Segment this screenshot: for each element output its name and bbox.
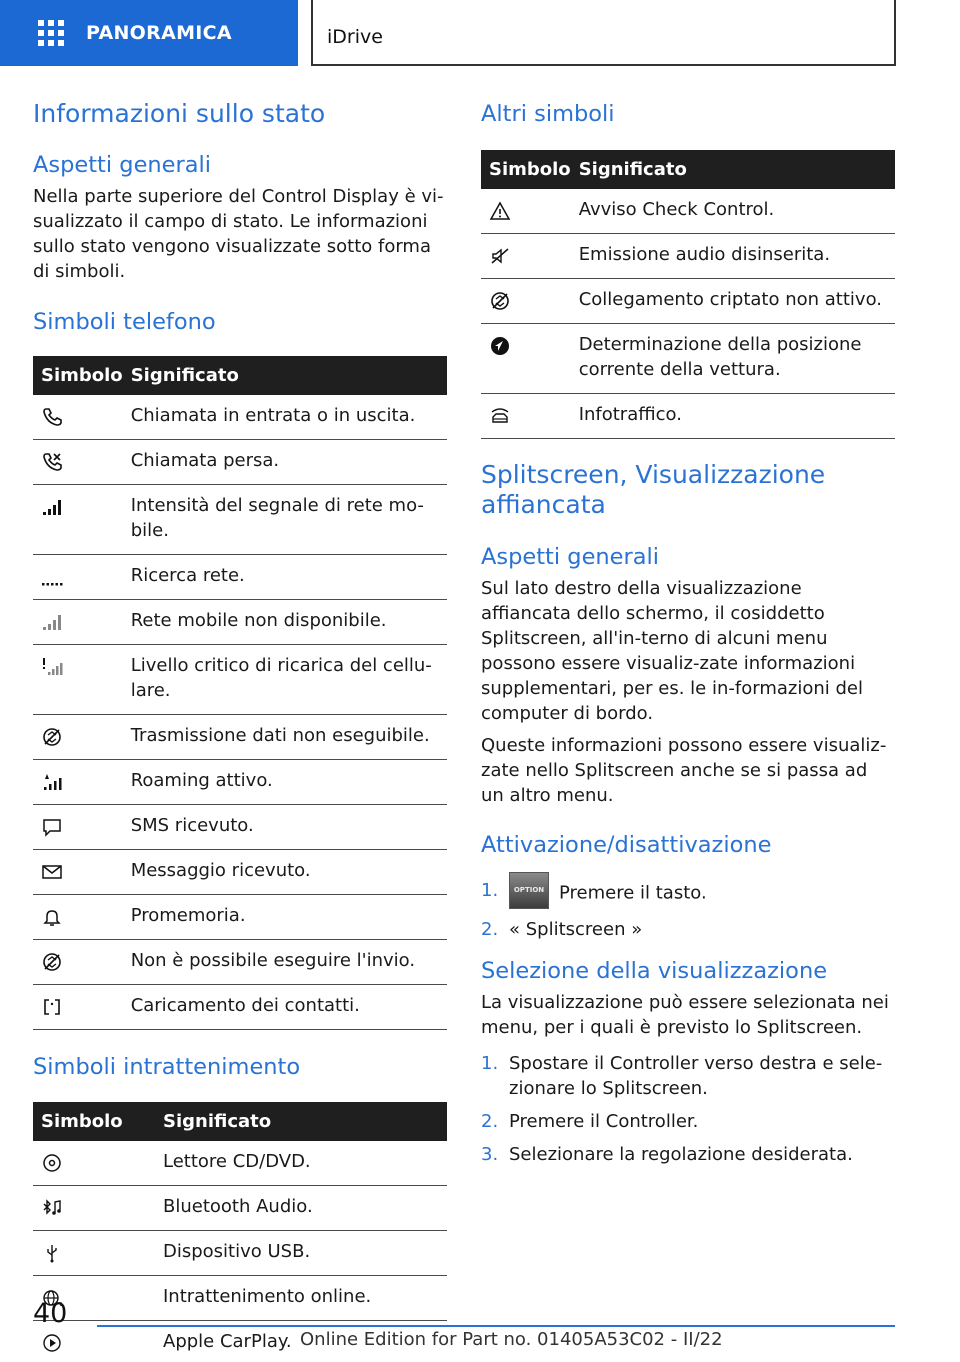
table-row <box>33 395 447 440</box>
sms-icon <box>41 816 63 838</box>
col-meaning-header: Significato <box>123 356 447 395</box>
mute-icon <box>489 245 511 267</box>
table-row <box>481 234 895 279</box>
other-row-text: Infotraffico. <box>571 394 895 439</box>
unencrypted-icon <box>489 290 511 312</box>
table-row <box>33 600 447 645</box>
footer-divider <box>97 1325 895 1327</box>
table-row <box>33 940 447 985</box>
step-number: 2. <box>481 919 499 940</box>
bell-icon <box>41 906 63 928</box>
chapter-frame <box>311 0 896 66</box>
phone-row-text: Messaggio ricevuto. <box>123 850 447 895</box>
phone-symbols-heading: Simboli telefono <box>33 309 216 335</box>
phone-row-text: Chiamata in entrata o in uscita. <box>123 395 447 440</box>
network-search-icon <box>41 566 63 588</box>
low-battery-icon <box>41 656 63 678</box>
envelope-icon <box>41 861 63 883</box>
phone-row-text: Ricerca rete. <box>123 555 447 600</box>
phone-row-text: Rete mobile non disponibile. <box>123 600 447 645</box>
table-row <box>33 555 447 600</box>
other-row-text: Emissione audio disinserita. <box>571 234 895 279</box>
entertainment-symbols-table <box>33 1102 447 1362</box>
step-number: 2. <box>481 1111 499 1132</box>
other-row-text: Avviso Check Control. <box>571 189 895 234</box>
contacts-loading-icon <box>41 996 63 1018</box>
ent-row-text: Dispositivo USB. <box>155 1231 447 1276</box>
step-number: 3. <box>481 1144 499 1165</box>
other-row-text: Collegamento criptato non attivo. <box>571 279 895 324</box>
table-row <box>481 394 895 439</box>
step-text: Premere il Controller. <box>509 1111 699 1132</box>
roaming-icon <box>41 771 63 793</box>
table-row <box>33 440 447 485</box>
phone-row-text: Chiamata persa. <box>123 440 447 485</box>
table-row <box>481 279 895 324</box>
phone-row-text: Livello critico di ricarica del cellu-lare. <box>123 645 447 715</box>
phone-row-text: SMS ricevuto. <box>123 805 447 850</box>
selection-text: La visualizzazione può essere selezionata nei menu, per i quali è previsto lo Splitscreen. <box>481 992 889 1038</box>
section-tab-label: PANORAMICA <box>86 22 232 44</box>
cd-dvd-icon <box>41 1152 63 1174</box>
position-icon <box>489 335 511 357</box>
table-row <box>33 485 447 555</box>
edition-note: Online Edition for Part no. 01405A53C02 - II/22 <box>300 1329 723 1350</box>
entertainment-heading: Simboli intrattenimento <box>33 1054 301 1080</box>
phone-call-icon <box>41 406 63 428</box>
step-text: « Splitscreen » <box>509 919 643 940</box>
status-info-title: Informazioni sullo stato <box>33 99 326 128</box>
grid-icon <box>38 20 64 46</box>
other-symbols-table <box>481 150 895 439</box>
phone-symbols-table <box>33 356 447 1030</box>
col-symbol-header: Simbolo <box>33 1102 155 1141</box>
send-failed-icon <box>41 951 63 973</box>
list-item <box>481 878 895 909</box>
table-row <box>33 985 447 1030</box>
phone-row-text: Intensità del segnale di rete mo-bile. <box>123 485 447 555</box>
activation-steps <box>481 878 895 942</box>
list-item <box>481 1051 895 1101</box>
split-para-2: Queste informazioni possono essere visualiz-zate nello Splitscreen anche se si passa ad un altro menu. <box>481 735 887 806</box>
step-text: Spostare il Controller verso destra e sele-zionare lo Splitscreen. <box>509 1053 883 1099</box>
col-symbol-header: Simbolo <box>481 150 571 189</box>
general-heading: Aspetti generali <box>33 152 212 178</box>
table-header-row <box>33 1102 447 1141</box>
right-column <box>481 96 895 1175</box>
table-header-row <box>33 356 447 395</box>
table-row <box>33 645 447 715</box>
page-number: 40 <box>33 1298 68 1329</box>
option-button-icon: OPTION <box>509 872 549 909</box>
bluetooth-audio-icon <box>41 1197 63 1219</box>
table-row <box>33 895 447 940</box>
phone-row-text: Trasmissione dati non eseguibile. <box>123 715 447 760</box>
page-header <box>0 0 960 66</box>
step-number: 1. <box>481 1053 499 1074</box>
col-symbol-header: Simbolo <box>33 356 123 395</box>
ent-row-text: Bluetooth Audio. <box>155 1186 447 1231</box>
phone-row-text: Promemoria. <box>123 895 447 940</box>
other-row-text: Determinazione della posizione corrente della vettura. <box>571 324 895 394</box>
table-row <box>33 850 447 895</box>
selection-heading: Selezione della visualizzazione <box>481 958 828 984</box>
step-text: Premere il tasto. <box>559 882 707 904</box>
table-header-row <box>481 150 895 189</box>
selection-steps <box>481 1051 895 1167</box>
table-row <box>481 324 895 394</box>
list-item <box>481 1142 895 1167</box>
ent-row-text: Lettore CD/DVD. <box>155 1141 447 1186</box>
no-data-icon <box>41 726 63 748</box>
chapter-title: iDrive <box>327 26 383 48</box>
general-text: Nella parte superiore del Control Display è vi-sualizzato il campo di stato. Le informazioni sullo stato vengono visualizzate sotto forma di simboli. <box>33 186 444 282</box>
other-symbols-heading: Altri simboli <box>481 101 615 127</box>
table-row <box>33 760 447 805</box>
table-row <box>481 189 895 234</box>
col-meaning-header: Significato <box>571 150 895 189</box>
table-row <box>33 805 447 850</box>
traffic-icon <box>489 405 511 427</box>
phone-row-text: Caricamento dei contatti. <box>123 985 447 1030</box>
table-row <box>33 715 447 760</box>
phone-row-text: Roaming attivo. <box>123 760 447 805</box>
split-para-1: Sul lato destro della visualizzazione affiancata dello schermo, il cosiddetto Splitscreen, all'in-terno di alcuni menu possono essere visualiz-zate informazioni supplementari, per es. le in-formazioni del computer di bordo. <box>481 578 863 724</box>
ent-row-text: Apple CarPlay. <box>155 1321 447 1362</box>
list-item <box>481 917 895 942</box>
missed-call-icon <box>41 451 63 473</box>
signal-strength-icon <box>41 496 63 518</box>
left-column <box>33 96 447 1362</box>
step-number: 1. <box>481 880 499 901</box>
ent-row-text: Intrattenimento online. <box>155 1276 447 1321</box>
table-row <box>33 1186 447 1231</box>
splitscreen-title: Splitscreen, Visualizzazione affiancata <box>481 460 826 519</box>
split-general-heading: Aspetti generali <box>481 544 660 570</box>
step-text: Selezionare la regolazione desiderata. <box>509 1144 853 1165</box>
carplay-icon <box>41 1332 63 1354</box>
col-meaning-header: Significato <box>155 1102 447 1141</box>
step-text-wrap <box>509 878 707 909</box>
table-row <box>33 1231 447 1276</box>
no-network-icon <box>41 611 63 633</box>
warning-triangle-icon <box>489 200 511 222</box>
section-tab[interactable] <box>0 0 298 66</box>
list-item <box>481 1109 895 1134</box>
table-row <box>33 1276 447 1321</box>
usb-icon <box>41 1242 63 1264</box>
table-row <box>33 1141 447 1186</box>
phone-row-text: Non è possibile eseguire l'invio. <box>123 940 447 985</box>
activation-heading: Attivazione/disattivazione <box>481 832 772 858</box>
